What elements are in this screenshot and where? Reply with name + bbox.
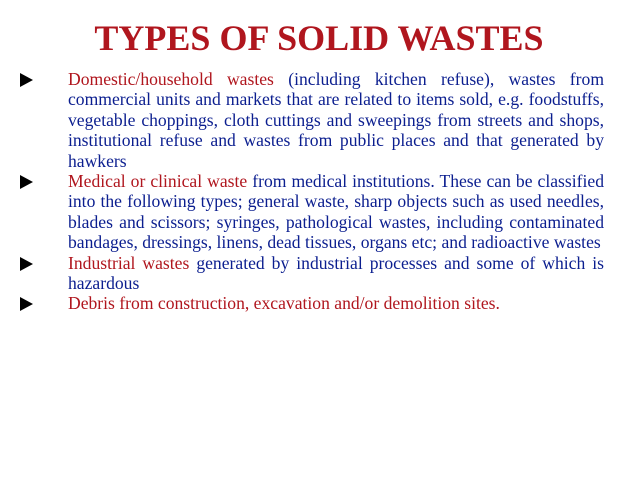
bullet-item-industrial <box>18 253 604 294</box>
bullet-item-debris <box>18 293 604 313</box>
bullet-item-medical <box>18 171 604 253</box>
bullet-item-domestic <box>18 69 604 171</box>
bullet-highlight: Industrial wastes <box>68 252 190 273</box>
bullet-text: (including kitchen refuse), wastes from commercial units and markets that are related to items sold, e.g. foodstuffs, vegetable choppings, cloth cuttings and sweepings from streets and shops, institutional refuse and wastes from public places and that generated by hawkers <box>68 69 604 171</box>
slide-title: TYPES OF SOLID WASTES <box>94 18 544 58</box>
bullet-highlight: Debris from construction, excavation and/or demolition sites. <box>68 293 500 314</box>
arrow-bullet-icon <box>20 257 33 271</box>
bullet-highlight: Domestic/household wastes <box>68 69 274 89</box>
bullet-text: from medical institutions. These can be classified into the following types; general waste, sharp objects such as used needles, blades and scissors; syringes, pathological wastes, including contaminated bandages, dressings, linens, dead tissues, organs etc; and radioactive wastes <box>68 171 604 253</box>
bullet-highlight: Medical or clinical waste <box>68 171 248 192</box>
arrow-bullet-icon <box>20 175 33 189</box>
arrow-bullet-icon <box>20 73 33 87</box>
bullet-text: generated by industrial processes and some of which is hazardous <box>68 252 605 294</box>
bullet-list <box>18 69 604 314</box>
arrow-bullet-icon <box>20 297 33 311</box>
